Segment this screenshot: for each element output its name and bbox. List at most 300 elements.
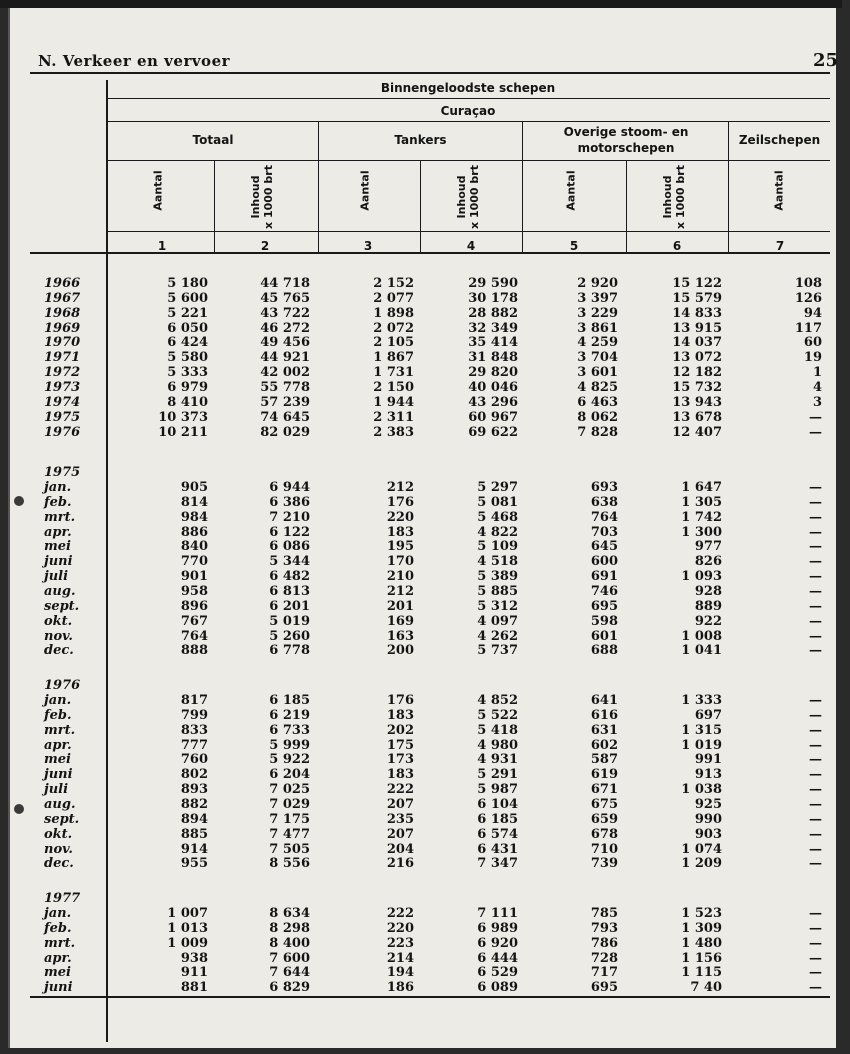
table-cell: 175 xyxy=(386,737,414,753)
row-label: mrt. xyxy=(44,935,76,951)
table-cell: 889 xyxy=(694,598,722,614)
table-cell: 6 122 xyxy=(269,524,310,540)
table-cell: 214 xyxy=(386,950,414,966)
table-cell: 186 xyxy=(386,980,414,996)
table-row xyxy=(10,380,840,395)
table-row xyxy=(10,291,840,306)
table-cell: 5 297 xyxy=(477,480,518,495)
table-cell: 13 678 xyxy=(672,409,722,425)
row-label: 1967 xyxy=(44,290,81,306)
row-label: aug. xyxy=(44,796,76,812)
table-row xyxy=(10,569,840,584)
table-cell: 82 029 xyxy=(260,424,310,440)
table-cell: — xyxy=(809,906,822,921)
table-row xyxy=(10,321,840,336)
table-row xyxy=(10,425,840,440)
table-row xyxy=(10,767,840,782)
table-cell: 5 987 xyxy=(477,782,518,798)
table-cell: 5 344 xyxy=(269,554,310,570)
table-cell: 601 xyxy=(590,628,618,644)
table-row xyxy=(10,335,840,350)
table-cell: 7 644 xyxy=(269,965,310,981)
table-cell: 6 482 xyxy=(269,569,310,585)
table-cell: 826 xyxy=(694,554,722,570)
column-number: 3 xyxy=(363,239,373,253)
table-cell: 117 xyxy=(794,320,822,336)
table-cell: 6 185 xyxy=(269,693,310,708)
row-label: feb. xyxy=(44,707,72,723)
table-row xyxy=(10,276,840,291)
table-cell: 6 219 xyxy=(269,707,310,723)
table-row xyxy=(10,629,840,644)
table-cell: 928 xyxy=(694,583,722,599)
column-number: 1 xyxy=(157,239,167,253)
row-label: mei xyxy=(44,752,71,768)
table-cell: 126 xyxy=(794,290,822,306)
table-cell: 8 556 xyxy=(269,856,310,872)
table-cell: 194 xyxy=(386,965,414,981)
table-cell: 3 397 xyxy=(577,290,618,306)
table-cell: 14 037 xyxy=(672,335,722,351)
table-cell: 1 480 xyxy=(681,935,722,951)
subheader-aantal: Aantal xyxy=(358,170,372,211)
table-cell: 1 156 xyxy=(681,950,722,966)
table-cell: 3 xyxy=(812,394,822,410)
table-cell: 675 xyxy=(590,796,618,812)
table-cell: 200 xyxy=(386,643,414,659)
bottom-rule xyxy=(30,996,830,998)
table-cell: 183 xyxy=(386,767,414,783)
table-cell: 216 xyxy=(386,856,414,872)
table-row xyxy=(10,708,840,723)
table-cell: 4 980 xyxy=(477,737,518,753)
table-cell: 5 885 xyxy=(477,583,518,599)
table-cell: 1 523 xyxy=(681,906,722,921)
table-cell: — xyxy=(809,494,822,510)
table-cell: 938 xyxy=(180,950,208,966)
table-cell: 1 013 xyxy=(167,920,208,936)
table-cell: 15 122 xyxy=(672,276,722,291)
table-cell: 5 737 xyxy=(477,643,518,659)
table-cell: 2 150 xyxy=(373,379,414,395)
table-cell: 44 718 xyxy=(260,276,310,291)
table-cell: — xyxy=(809,424,822,440)
table-cell: 1 093 xyxy=(681,569,722,585)
table-cell: 212 xyxy=(386,480,414,495)
table-cell: 223 xyxy=(386,935,414,951)
table-cell: 170 xyxy=(386,554,414,570)
subheader-inhoud: Inhoud x 1000 brt xyxy=(661,165,687,229)
table-cell: — xyxy=(809,782,822,798)
table-cell: 5 999 xyxy=(269,737,310,753)
table-cell: 43 296 xyxy=(468,394,518,410)
row-label: sept. xyxy=(44,811,80,827)
table-cell: 671 xyxy=(590,782,618,798)
table-row xyxy=(10,614,840,629)
table-cell: 108 xyxy=(794,276,822,291)
table-cell: 4 931 xyxy=(477,752,518,768)
table-cell: 602 xyxy=(590,737,618,753)
row-label: mrt. xyxy=(44,722,76,738)
row-label: feb. xyxy=(44,920,72,936)
table-cell: 13 915 xyxy=(672,320,722,336)
table-cell: 12 407 xyxy=(672,424,722,440)
table-cell: 6 463 xyxy=(577,394,618,410)
table-cell: 631 xyxy=(590,722,618,738)
table-cell: — xyxy=(809,796,822,812)
table-cell: 6 386 xyxy=(269,494,310,510)
table-cell: 587 xyxy=(590,752,618,768)
table-cell: 69 622 xyxy=(468,424,518,440)
table-cell: — xyxy=(809,965,822,981)
table-cell: 6 086 xyxy=(269,539,310,555)
table-row xyxy=(10,584,840,599)
table-row xyxy=(10,723,840,738)
table-row xyxy=(10,936,840,951)
row-label: 1969 xyxy=(44,320,81,336)
subcolumn-divider xyxy=(420,160,421,252)
row-label: 1973 xyxy=(44,379,81,395)
row-label: nov. xyxy=(44,841,73,857)
table-cell: 840 xyxy=(180,539,208,555)
table-cell: 7 477 xyxy=(269,826,310,842)
table-cell: 3 704 xyxy=(577,350,618,366)
table-cell: 885 xyxy=(180,826,208,842)
table-cell: 881 xyxy=(180,980,208,996)
table-cell: 695 xyxy=(590,980,618,996)
table-cell: 183 xyxy=(386,707,414,723)
table-cell: 32 349 xyxy=(468,320,518,336)
table-cell: — xyxy=(809,613,822,629)
table-cell: 2 383 xyxy=(373,424,414,440)
group-divider xyxy=(522,121,523,252)
row-label: dec. xyxy=(44,856,74,872)
table-row xyxy=(10,797,840,812)
table-cell: 55 778 xyxy=(260,379,310,395)
table-cell: 5 922 xyxy=(269,752,310,768)
table-cell: 896 xyxy=(180,598,208,614)
table-cell: 46 272 xyxy=(260,320,310,336)
table-cell: 5 522 xyxy=(477,707,518,723)
table-cell: 5 389 xyxy=(477,569,518,585)
table-cell: 6 989 xyxy=(477,920,518,936)
row-label: jan. xyxy=(44,906,72,921)
table-cell: 894 xyxy=(180,811,208,827)
section-year-label: 1977 xyxy=(44,891,81,906)
table-cell: 7 025 xyxy=(269,782,310,798)
table-cell: 764 xyxy=(180,628,208,644)
row-label: 1974 xyxy=(44,394,81,410)
table-cell: 1 209 xyxy=(681,856,722,872)
table-cell: 7 828 xyxy=(577,424,618,440)
table-cell: 10 373 xyxy=(158,409,208,425)
table-cell: 207 xyxy=(386,826,414,842)
table-cell: 955 xyxy=(180,856,208,872)
table-cell: — xyxy=(809,569,822,585)
subheader-aantal: Aantal xyxy=(564,170,578,211)
table-row xyxy=(10,782,840,797)
table-cell: 6 050 xyxy=(167,320,208,336)
table-cell: — xyxy=(809,480,822,495)
table-cell: 5 291 xyxy=(477,767,518,783)
section-year-label: 1976 xyxy=(44,678,81,693)
table-cell: 697 xyxy=(694,707,722,723)
table-cell: 43 722 xyxy=(260,305,310,321)
table-cell: 5 580 xyxy=(167,350,208,366)
table-cell: — xyxy=(809,935,822,951)
table-row xyxy=(10,495,840,510)
table-cell: 1 xyxy=(812,365,822,381)
row-label: mei xyxy=(44,539,71,555)
table-cell: 1 038 xyxy=(681,782,722,798)
table-cell: — xyxy=(809,583,822,599)
row-label: feb. xyxy=(44,494,72,510)
table-row xyxy=(10,812,840,827)
table-cell: 688 xyxy=(590,643,618,659)
table-cell: 30 178 xyxy=(468,290,518,306)
table-cell: 14 833 xyxy=(672,305,722,321)
row-label: apr. xyxy=(44,950,72,966)
table-cell: 5 600 xyxy=(167,290,208,306)
table-cell: 94 xyxy=(803,305,822,321)
table-cell: — xyxy=(809,554,822,570)
table-cell: 882 xyxy=(180,796,208,812)
row-label: 1968 xyxy=(44,305,81,321)
table-cell: 717 xyxy=(590,965,618,981)
table-cell: 49 456 xyxy=(260,335,310,351)
table-cell: 1 041 xyxy=(681,643,722,659)
table-cell: 7 210 xyxy=(269,509,310,525)
table-cell: 739 xyxy=(590,856,618,872)
table-cell: — xyxy=(809,811,822,827)
table-cell: — xyxy=(809,826,822,842)
table-cell: 770 xyxy=(180,554,208,570)
table-cell: 3 861 xyxy=(577,320,618,336)
table-cell: 598 xyxy=(590,613,618,629)
table-row xyxy=(10,525,840,540)
table-cell: 222 xyxy=(386,782,414,798)
table-cell: — xyxy=(809,752,822,768)
table-cell: 1 019 xyxy=(681,737,722,753)
header-rule xyxy=(30,72,830,74)
table-cell: 984 xyxy=(180,509,208,525)
table-cell: 4 259 xyxy=(577,335,618,351)
column-number: 2 xyxy=(260,239,270,253)
table-row xyxy=(10,906,840,921)
table-cell: 799 xyxy=(180,707,208,723)
table-cell: 990 xyxy=(694,811,722,827)
table-cell: 1 315 xyxy=(681,722,722,738)
table-cell: 5 221 xyxy=(167,305,208,321)
table-cell: 60 xyxy=(803,335,822,351)
table-cell: 6 944 xyxy=(269,480,310,495)
column-number: 4 xyxy=(466,239,476,253)
table-cell: 10 211 xyxy=(158,424,208,440)
table-cell: 210 xyxy=(386,569,414,585)
table-cell: 3 229 xyxy=(577,305,618,321)
table-cell: 901 xyxy=(180,569,208,585)
row-label: jan. xyxy=(44,693,72,708)
table-cell: 977 xyxy=(694,539,722,555)
table-cell: 893 xyxy=(180,782,208,798)
table-cell: 1 305 xyxy=(681,494,722,510)
region-heading: Curaçao xyxy=(440,104,496,118)
column-number: 7 xyxy=(775,239,785,253)
table-cell: 793 xyxy=(590,920,618,936)
table-cell: 911 xyxy=(180,965,208,981)
table-row xyxy=(10,599,840,614)
table-row xyxy=(10,480,840,495)
page-header xyxy=(38,52,838,74)
table-cell: 2 105 xyxy=(373,335,414,351)
subcolumn-divider xyxy=(214,160,215,252)
table-cell: — xyxy=(809,693,822,708)
table-cell: 6 529 xyxy=(477,965,518,981)
table-cell: 728 xyxy=(590,950,618,966)
table-cell: 833 xyxy=(180,722,208,738)
region-rule xyxy=(106,121,830,122)
table-cell: 6 431 xyxy=(477,841,518,857)
row-label: mrt. xyxy=(44,509,76,525)
table-cell: 1 731 xyxy=(373,365,414,381)
table-cell: — xyxy=(809,980,822,996)
table-row xyxy=(10,539,840,554)
table-cell: 7 347 xyxy=(477,856,518,872)
table-cell: — xyxy=(809,707,822,723)
table-cell: 5 019 xyxy=(269,613,310,629)
table-cell: 7 175 xyxy=(269,811,310,827)
table-cell: 6 201 xyxy=(269,598,310,614)
table-cell: 641 xyxy=(590,693,618,708)
table-cell: 40 046 xyxy=(468,379,518,395)
table-cell: 8 634 xyxy=(269,906,310,921)
table-cell: 12 182 xyxy=(672,365,722,381)
table-cell: 886 xyxy=(180,524,208,540)
table-cell: 4 097 xyxy=(477,613,518,629)
table-cell: 6 979 xyxy=(167,379,208,395)
table-cell: 678 xyxy=(590,826,618,842)
table-cell: — xyxy=(809,841,822,857)
table-cell: 991 xyxy=(694,752,722,768)
section-title: N. Verkeer en vervoer xyxy=(38,52,231,70)
table-cell: 767 xyxy=(180,613,208,629)
table-cell: 785 xyxy=(590,906,618,921)
table-cell: — xyxy=(809,950,822,966)
title-rule xyxy=(106,98,830,99)
table-row xyxy=(10,410,840,425)
table-cell: 5 180 xyxy=(167,276,208,291)
row-label: 1971 xyxy=(44,350,81,366)
table-cell: 913 xyxy=(694,767,722,783)
row-label: dec. xyxy=(44,643,74,659)
row-label: juli xyxy=(44,782,69,798)
table-cell: 7 40 xyxy=(690,980,722,996)
subheader-aantal: Aantal xyxy=(151,170,165,211)
table-row xyxy=(10,965,840,980)
table-row xyxy=(10,693,840,708)
table-cell: 2 152 xyxy=(373,276,414,291)
table-row xyxy=(10,827,840,842)
table-cell: — xyxy=(809,628,822,644)
table-cell: 2 311 xyxy=(373,409,414,425)
table-cell: 1 742 xyxy=(681,509,722,525)
table-cell: 6 778 xyxy=(269,643,310,659)
table-cell: — xyxy=(809,856,822,872)
row-label: 1970 xyxy=(44,335,81,351)
table-cell: 817 xyxy=(180,693,208,708)
table-cell: 5 333 xyxy=(167,365,208,381)
subheader-inhoud: Inhoud x 1000 brt xyxy=(455,165,481,229)
table-row xyxy=(10,554,840,569)
table-cell: 8 298 xyxy=(269,920,310,936)
table-cell: 6 089 xyxy=(477,980,518,996)
row-label: juni xyxy=(44,767,73,783)
row-label: 1972 xyxy=(44,365,81,381)
row-label: okt. xyxy=(44,826,73,842)
table-cell: 619 xyxy=(590,767,618,783)
group-tankers: Tankers xyxy=(394,133,447,147)
table-cell: — xyxy=(809,524,822,540)
table-cell: 29 820 xyxy=(468,365,518,381)
table-cell: 28 882 xyxy=(468,305,518,321)
table-cell: — xyxy=(809,409,822,425)
table-cell: — xyxy=(809,643,822,659)
row-label: 1975 xyxy=(44,409,81,425)
table-cell: 44 921 xyxy=(260,350,310,366)
table-cell: 693 xyxy=(590,480,618,495)
table-cell: 695 xyxy=(590,598,618,614)
table-cell: 4 518 xyxy=(477,554,518,570)
table-row xyxy=(10,752,840,767)
table-cell: 1 009 xyxy=(167,935,208,951)
table-cell: 4 825 xyxy=(577,379,618,395)
row-label: aug. xyxy=(44,583,76,599)
row-label: apr. xyxy=(44,737,72,753)
table-cell: 6 829 xyxy=(269,980,310,996)
table-row xyxy=(10,510,840,525)
table-cell: — xyxy=(809,737,822,753)
table-cell: 802 xyxy=(180,767,208,783)
table-cell: 1 115 xyxy=(681,965,722,981)
table-cell: 764 xyxy=(590,509,618,525)
table-cell: 1 007 xyxy=(167,906,208,921)
table-cell: 1 867 xyxy=(373,350,414,366)
table-cell: 15 732 xyxy=(672,379,722,395)
group-zeilschepen: Zeilschepen xyxy=(738,133,821,147)
table-cell: 202 xyxy=(386,722,414,738)
table-cell: 1 074 xyxy=(681,841,722,857)
table-cell: 6 185 xyxy=(477,811,518,827)
table-cell: 925 xyxy=(694,796,722,812)
table-cell: 6 574 xyxy=(477,826,518,842)
table-row xyxy=(10,951,840,966)
table-cell: 1 008 xyxy=(681,628,722,644)
table-cell: 5 081 xyxy=(477,494,518,510)
table-cell: 201 xyxy=(386,598,414,614)
table-cell: 222 xyxy=(386,906,414,921)
table-cell: — xyxy=(809,767,822,783)
table-cell: 1 647 xyxy=(681,480,722,495)
table-cell: 195 xyxy=(386,539,414,555)
table-cell: 7 505 xyxy=(269,841,310,857)
table-cell: 2 072 xyxy=(373,320,414,336)
table-cell: 958 xyxy=(180,583,208,599)
table-cell: 3 601 xyxy=(577,365,618,381)
table-cell: 176 xyxy=(386,494,414,510)
table-cell: — xyxy=(809,722,822,738)
table-cell: 1 944 xyxy=(373,394,414,410)
table-cell: 888 xyxy=(180,643,208,659)
